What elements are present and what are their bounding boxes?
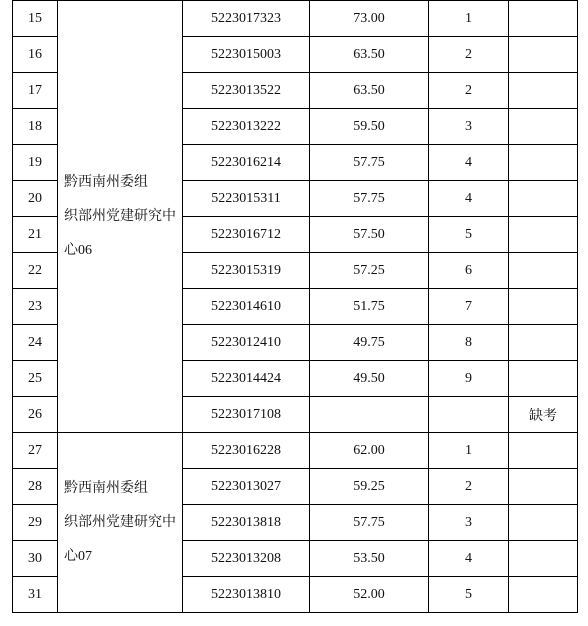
score-cell: 49.50 bbox=[310, 361, 429, 397]
rank-cell: 3 bbox=[429, 505, 509, 541]
unit-name-cell bbox=[58, 433, 183, 613]
remark-cell bbox=[509, 217, 578, 253]
row-seq-cell: 26 bbox=[13, 397, 58, 433]
candidate-id-cell: 5223016228 bbox=[183, 433, 310, 469]
score-table bbox=[12, 0, 578, 613]
rank-cell: 5 bbox=[429, 577, 509, 613]
row-seq-cell: 27 bbox=[13, 433, 58, 469]
remark-cell bbox=[509, 289, 578, 325]
remark-cell bbox=[509, 577, 578, 613]
remark-cell bbox=[509, 1, 578, 37]
candidate-id-cell: 5223015003 bbox=[183, 37, 310, 73]
row-seq-cell: 22 bbox=[13, 253, 58, 289]
unit-name-line: 织部州党建研究中 bbox=[64, 208, 176, 224]
rank-cell: 4 bbox=[429, 541, 509, 577]
rank-cell: 2 bbox=[429, 469, 509, 505]
row-seq-cell: 19 bbox=[13, 145, 58, 181]
remark-cell bbox=[509, 145, 578, 181]
candidate-id-cell: 5223013818 bbox=[183, 505, 310, 541]
row-seq-cell: 28 bbox=[13, 469, 58, 505]
rank-cell: 1 bbox=[429, 1, 509, 37]
unit-name-text bbox=[64, 472, 176, 574]
remark-cell bbox=[509, 37, 578, 73]
table-row bbox=[13, 433, 578, 469]
unit-name-cell bbox=[58, 1, 183, 433]
score-cell: 57.50 bbox=[310, 217, 429, 253]
remark-cell bbox=[509, 109, 578, 145]
rank-cell: 9 bbox=[429, 361, 509, 397]
remark-cell bbox=[509, 541, 578, 577]
candidate-id-cell: 5223013810 bbox=[183, 577, 310, 613]
rank-cell: 7 bbox=[429, 289, 509, 325]
score-cell bbox=[310, 397, 429, 433]
score-cell: 57.25 bbox=[310, 253, 429, 289]
score-cell: 73.00 bbox=[310, 1, 429, 37]
score-cell: 59.25 bbox=[310, 469, 429, 505]
table-row bbox=[13, 1, 578, 37]
remark-cell: 缺考 bbox=[509, 397, 578, 433]
remark-cell bbox=[509, 433, 578, 469]
candidate-id-cell: 5223014610 bbox=[183, 289, 310, 325]
rank-cell: 2 bbox=[429, 37, 509, 73]
candidate-id-cell: 5223013027 bbox=[183, 469, 310, 505]
candidate-id-cell: 5223013222 bbox=[183, 109, 310, 145]
unit-name-line: 心06 bbox=[64, 242, 92, 258]
row-seq-cell: 31 bbox=[13, 577, 58, 613]
remark-cell bbox=[509, 253, 578, 289]
score-cell: 63.50 bbox=[310, 73, 429, 109]
row-seq-cell: 18 bbox=[13, 109, 58, 145]
score-cell: 62.00 bbox=[310, 433, 429, 469]
candidate-id-cell: 5223014424 bbox=[183, 361, 310, 397]
remark-cell bbox=[509, 325, 578, 361]
unit-name-line: 心07 bbox=[64, 548, 92, 564]
rank-cell: 3 bbox=[429, 109, 509, 145]
score-cell: 57.75 bbox=[310, 505, 429, 541]
row-seq-cell: 23 bbox=[13, 289, 58, 325]
remark-cell bbox=[509, 73, 578, 109]
score-cell: 59.50 bbox=[310, 109, 429, 145]
rank-cell: 8 bbox=[429, 325, 509, 361]
table-body bbox=[13, 1, 578, 613]
candidate-id-cell: 5223016214 bbox=[183, 145, 310, 181]
remark-cell bbox=[509, 361, 578, 397]
score-cell: 57.75 bbox=[310, 181, 429, 217]
row-seq-cell: 25 bbox=[13, 361, 58, 397]
row-seq-cell: 15 bbox=[13, 1, 58, 37]
score-cell: 52.00 bbox=[310, 577, 429, 613]
row-seq-cell: 16 bbox=[13, 37, 58, 73]
unit-name-text bbox=[64, 166, 176, 268]
score-cell: 49.75 bbox=[310, 325, 429, 361]
candidate-id-cell: 5223017108 bbox=[183, 397, 310, 433]
row-seq-cell: 24 bbox=[13, 325, 58, 361]
row-seq-cell: 29 bbox=[13, 505, 58, 541]
rank-cell: 6 bbox=[429, 253, 509, 289]
score-cell: 63.50 bbox=[310, 37, 429, 73]
unit-name-line: 黔西南州委组 bbox=[64, 174, 148, 190]
row-seq-cell: 21 bbox=[13, 217, 58, 253]
row-seq-cell: 17 bbox=[13, 73, 58, 109]
rank-cell: 4 bbox=[429, 181, 509, 217]
score-cell: 53.50 bbox=[310, 541, 429, 577]
row-seq-cell: 20 bbox=[13, 181, 58, 217]
row-seq-cell: 30 bbox=[13, 541, 58, 577]
score-cell: 51.75 bbox=[310, 289, 429, 325]
remark-cell bbox=[509, 505, 578, 541]
rank-cell: 1 bbox=[429, 433, 509, 469]
candidate-id-cell: 5223013522 bbox=[183, 73, 310, 109]
rank-cell: 4 bbox=[429, 145, 509, 181]
candidate-id-cell: 5223013208 bbox=[183, 541, 310, 577]
candidate-id-cell: 5223017323 bbox=[183, 1, 310, 37]
candidate-id-cell: 5223012410 bbox=[183, 325, 310, 361]
remark-cell bbox=[509, 181, 578, 217]
candidate-id-cell: 5223015311 bbox=[183, 181, 310, 217]
score-cell: 57.75 bbox=[310, 145, 429, 181]
rank-cell: 5 bbox=[429, 217, 509, 253]
remark-cell bbox=[509, 469, 578, 505]
rank-cell bbox=[429, 397, 509, 433]
candidate-id-cell: 5223015319 bbox=[183, 253, 310, 289]
rank-cell: 2 bbox=[429, 73, 509, 109]
unit-name-line: 黔西南州委组 bbox=[64, 480, 148, 496]
unit-name-line: 织部州党建研究中 bbox=[64, 514, 176, 530]
candidate-id-cell: 5223016712 bbox=[183, 217, 310, 253]
